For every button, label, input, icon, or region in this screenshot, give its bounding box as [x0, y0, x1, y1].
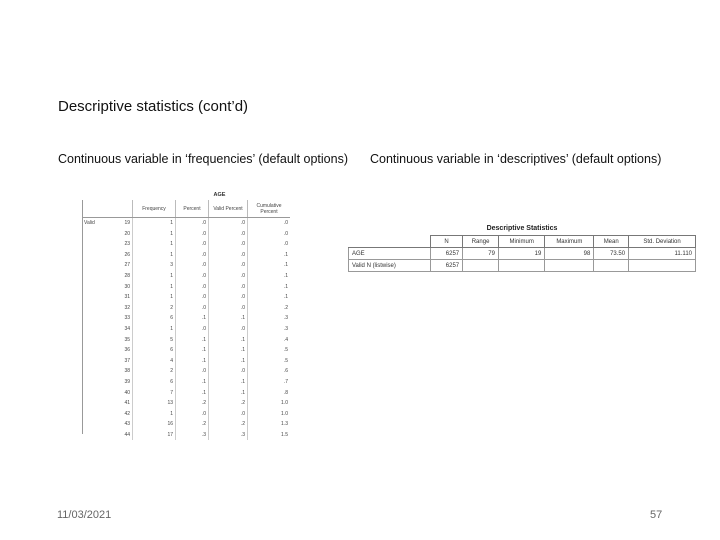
age-value: 28 — [124, 272, 130, 279]
age-value: 23 — [124, 241, 130, 248]
age-value: 27 — [124, 262, 130, 269]
cell-valid-percent: .0 — [209, 239, 248, 250]
cell-range — [463, 260, 499, 272]
table-row — [82, 388, 290, 399]
cell-percent: .1 — [176, 388, 209, 399]
table-row — [82, 409, 290, 420]
cell-maximum — [545, 260, 594, 272]
descriptives-table — [348, 235, 696, 272]
cell-frequency: 6 — [133, 377, 176, 388]
group-label — [82, 430, 108, 441]
cell-valid-percent: .3 — [209, 430, 248, 441]
group-label — [82, 313, 108, 324]
header-corner — [349, 236, 431, 248]
caption-descriptives: Continuous variable in ‘descriptives’ (default options) — [370, 152, 662, 166]
table-row — [82, 377, 290, 388]
cell-frequency: 6 — [133, 345, 176, 356]
age-value: 26 — [124, 251, 130, 258]
table-row — [82, 271, 290, 282]
cell-frequency: 1 — [133, 250, 176, 261]
header-std-deviation: Std. Deviation — [629, 236, 696, 248]
cell-cumulative-percent: .7 — [248, 377, 291, 388]
header-n: N — [431, 236, 463, 248]
slide-title: Descriptive statistics (cont’d) — [58, 98, 249, 115]
cell-n: 6257 — [431, 248, 463, 260]
age-value: 31 — [124, 294, 130, 301]
table-rule — [82, 200, 83, 434]
cell-valid-percent: .0 — [209, 271, 248, 282]
group-label — [82, 239, 108, 250]
age-value: 38 — [124, 368, 130, 375]
group-label — [82, 356, 108, 367]
table-row — [82, 260, 290, 271]
descriptives-table-title: Descriptive Statistics — [486, 225, 558, 232]
cell-cumulative-percent: 1.0 — [248, 398, 291, 409]
group-label — [82, 292, 108, 303]
cell-valid-percent: .0 — [209, 409, 248, 420]
cell-frequency: 1 — [133, 282, 176, 293]
group-label — [82, 324, 108, 335]
cell-frequency: 2 — [133, 366, 176, 377]
cell-frequency: 1 — [133, 292, 176, 303]
cell-valid-percent: .0 — [209, 218, 248, 229]
group-label — [82, 409, 108, 420]
table-row — [82, 239, 290, 250]
table-row — [82, 398, 290, 409]
age-value: 34 — [124, 325, 130, 332]
cell-frequency: 13 — [133, 398, 176, 409]
cell-percent: .3 — [176, 430, 209, 441]
cell-valid-percent: .0 — [209, 303, 248, 314]
group-label — [82, 229, 108, 240]
cell-valid-percent: .2 — [209, 419, 248, 430]
cell-percent: .2 — [176, 419, 209, 430]
cell-valid-percent: .1 — [209, 335, 248, 346]
header-frequency: Frequency — [133, 200, 176, 218]
table-row — [82, 218, 290, 229]
cell-mean — [594, 260, 629, 272]
cell-cumulative-percent: .0 — [248, 218, 291, 229]
age-value: 30 — [124, 283, 130, 290]
frequencies-table-title: AGE — [213, 192, 226, 198]
cell-valid-percent: .0 — [209, 260, 248, 271]
cell-std-deviation: 11.110 — [629, 248, 696, 260]
cell-minimum — [498, 260, 544, 272]
cell-percent: .0 — [176, 409, 209, 420]
age-value: 40 — [124, 389, 130, 396]
group-label — [82, 335, 108, 346]
cell-frequency: 4 — [133, 356, 176, 367]
cell-cumulative-percent: .2 — [248, 303, 291, 314]
cell-valid-percent: .0 — [209, 366, 248, 377]
cell-cumulative-percent: .1 — [248, 250, 291, 261]
group-label — [82, 398, 108, 409]
cell-cumulative-percent: .6 — [248, 366, 291, 377]
caption-frequencies: Continuous variable in ‘frequencies’ (default options) — [58, 152, 348, 166]
table-row — [82, 313, 290, 324]
age-value: 33 — [124, 315, 130, 322]
cell-percent: .0 — [176, 366, 209, 377]
age-value: 35 — [124, 336, 130, 343]
cell-percent: .0 — [176, 292, 209, 303]
cell-cumulative-percent: .0 — [248, 239, 291, 250]
cell-percent: .1 — [176, 335, 209, 346]
descriptives-table-image — [348, 222, 696, 272]
cell-cumulative-percent: .5 — [248, 345, 291, 356]
footer-page-number: 57 — [650, 509, 663, 521]
table-row — [82, 366, 290, 377]
cell-cumulative-percent: 1.0 — [248, 409, 291, 420]
cell-percent: .0 — [176, 239, 209, 250]
cell-valid-percent: .0 — [209, 292, 248, 303]
cell-frequency: 1 — [133, 271, 176, 282]
cell-percent: .0 — [176, 250, 209, 261]
cell-cumulative-percent: .1 — [248, 292, 291, 303]
cell-std-deviation — [629, 260, 696, 272]
age-value: 43 — [124, 421, 130, 428]
group-label — [82, 366, 108, 377]
cell-cumulative-percent: 1.3 — [248, 419, 291, 430]
age-value: 37 — [124, 357, 130, 364]
table-row — [82, 303, 290, 314]
header-maximum: Maximum — [545, 236, 594, 248]
cell-frequency: 1 — [133, 218, 176, 229]
cell-percent: .0 — [176, 218, 209, 229]
frequencies-table-image — [82, 190, 297, 438]
table-row — [82, 345, 290, 356]
cell-range: 79 — [463, 248, 499, 260]
cell-valid-percent: .1 — [209, 313, 248, 324]
cell-cumulative-percent: .1 — [248, 260, 291, 271]
cell-cumulative-percent: .8 — [248, 388, 291, 399]
table-row — [82, 335, 290, 346]
table-row — [82, 229, 290, 240]
cell-percent: .0 — [176, 229, 209, 240]
header-mean: Mean — [594, 236, 629, 248]
age-value: 36 — [124, 347, 130, 354]
cell-percent: .1 — [176, 377, 209, 388]
cell-percent: .1 — [176, 356, 209, 367]
cell-cumulative-percent: .5 — [248, 356, 291, 367]
group-label — [82, 419, 108, 430]
cell-frequency: 17 — [133, 430, 176, 441]
row-label: Valid N (listwise) — [349, 260, 431, 272]
cell-frequency: 3 — [133, 260, 176, 271]
cell-frequency: 2 — [133, 303, 176, 314]
age-value: 44 — [124, 431, 130, 438]
group-label: Valid — [84, 220, 95, 226]
header-corner — [82, 200, 133, 218]
header-cumulative-percent: Cumulative Percent — [248, 200, 291, 218]
cell-frequency: 1 — [133, 229, 176, 240]
cell-frequency: 1 — [133, 324, 176, 335]
table-row — [82, 430, 290, 441]
table-row — [349, 248, 696, 260]
table-row — [349, 260, 696, 272]
cell-percent: .0 — [176, 282, 209, 293]
cell-frequency: 1 — [133, 409, 176, 420]
cell-cumulative-percent: .4 — [248, 335, 291, 346]
cell-cumulative-percent: .1 — [248, 282, 291, 293]
cell-percent: .0 — [176, 271, 209, 282]
table-row — [82, 250, 290, 261]
table-row — [82, 324, 290, 335]
group-label — [82, 282, 108, 293]
group-label — [82, 271, 108, 282]
cell-valid-percent: .0 — [209, 324, 248, 335]
age-value: 32 — [124, 304, 130, 311]
cell-valid-percent: .0 — [209, 250, 248, 261]
cell-frequency: 1 — [133, 239, 176, 250]
group-label — [82, 260, 108, 271]
cell-percent: .0 — [176, 260, 209, 271]
age-value: 39 — [124, 378, 130, 385]
row-label: AGE — [349, 248, 431, 260]
cell-percent: .1 — [176, 345, 209, 356]
group-label — [82, 345, 108, 356]
cell-n: 6257 — [431, 260, 463, 272]
cell-percent: .1 — [176, 313, 209, 324]
cell-minimum: 19 — [498, 248, 544, 260]
table-row — [82, 419, 290, 430]
cell-cumulative-percent: .3 — [248, 313, 291, 324]
header-percent: Percent — [176, 200, 209, 218]
cell-frequency: 5 — [133, 335, 176, 346]
group-label — [82, 377, 108, 388]
table-row — [82, 292, 290, 303]
group-label — [82, 250, 108, 261]
age-value: 41 — [124, 400, 130, 407]
cell-valid-percent: .1 — [209, 356, 248, 367]
cell-valid-percent: .1 — [209, 388, 248, 399]
age-value: 42 — [124, 410, 130, 417]
cell-percent: .0 — [176, 303, 209, 314]
cell-cumulative-percent: 1.5 — [248, 430, 291, 441]
cell-frequency: 7 — [133, 388, 176, 399]
cell-maximum: 98 — [545, 248, 594, 260]
footer-date: 11/03/2021 — [57, 509, 112, 521]
group-label — [82, 388, 108, 399]
cell-frequency: 6 — [133, 313, 176, 324]
cell-valid-percent: .2 — [209, 398, 248, 409]
cell-frequency: 16 — [133, 419, 176, 430]
cell-valid-percent: .0 — [209, 282, 248, 293]
group-label — [82, 303, 108, 314]
frequencies-table — [82, 200, 290, 440]
cell-percent: .0 — [176, 324, 209, 335]
cell-percent: .2 — [176, 398, 209, 409]
header-valid-percent: Valid Percent — [209, 200, 248, 218]
cell-valid-percent: .1 — [209, 377, 248, 388]
table-row — [82, 282, 290, 293]
age-value: 19 — [124, 220, 130, 226]
cell-cumulative-percent: .3 — [248, 324, 291, 335]
table-row — [82, 356, 290, 367]
cell-cumulative-percent: .0 — [248, 229, 291, 240]
cell-valid-percent: .1 — [209, 345, 248, 356]
cell-cumulative-percent: .1 — [248, 271, 291, 282]
age-value: 20 — [124, 230, 130, 237]
header-range: Range — [463, 236, 499, 248]
cell-mean: 73.50 — [594, 248, 629, 260]
cell-valid-percent: .0 — [209, 229, 248, 240]
header-minimum: Minimum — [498, 236, 544, 248]
